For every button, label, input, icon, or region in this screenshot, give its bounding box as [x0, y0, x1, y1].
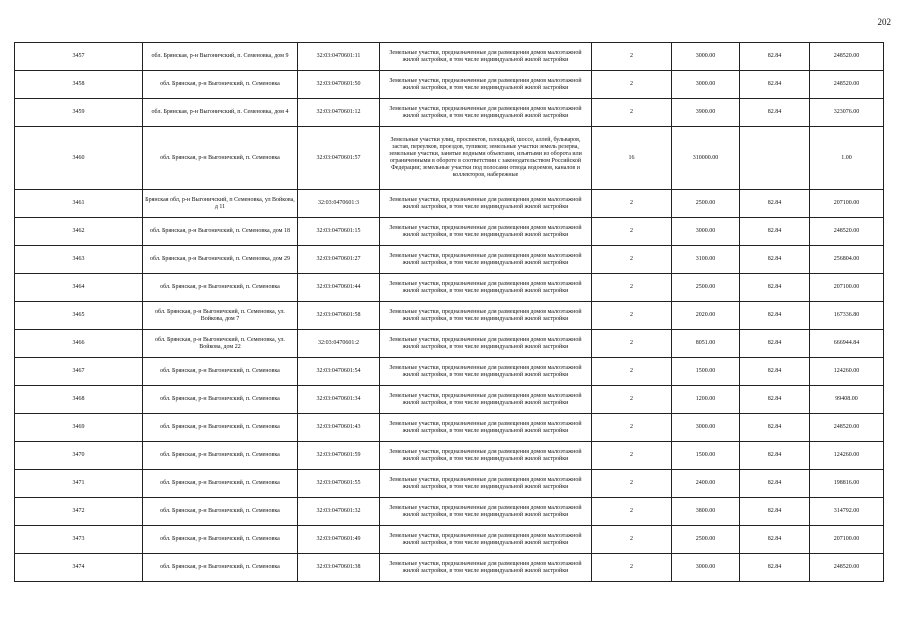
address-cell: Брянская обл, р-н Выгоничский, п Семеновка, ул Войкова, д 11 [143, 190, 298, 218]
rate-cell: 82.84 [740, 414, 810, 442]
cadastral-number-cell: 32:03:0470601:32 [298, 498, 380, 526]
area-cell: 2020.00 [672, 302, 740, 330]
land-purpose-cell: Земельные участки, предназначенные для размещения домов малоэтажной жилой застройки, в том числе индивидуальной жилой застройки [380, 526, 592, 554]
area-cell: 3800.00 [672, 498, 740, 526]
area-cell: 2400.00 [672, 470, 740, 498]
land-registry-table [14, 42, 884, 582]
table-row [15, 71, 884, 99]
address-cell: обл. Брянская, р-н Выгоничский, п. Семеновка [143, 470, 298, 498]
row-number-cell: 3463 [15, 246, 143, 274]
group-cell: 16 [592, 127, 672, 190]
cadastral-value-cell: 198816.00 [810, 470, 884, 498]
land-purpose-cell: Земельные участки, предназначенные для размещения домов малоэтажной жилой застройки, в том числе индивидуальной жилой застройки [380, 274, 592, 302]
rate-cell: 82.84 [740, 554, 810, 582]
row-number-cell: 3468 [15, 386, 143, 414]
row-number-cell: 3469 [15, 414, 143, 442]
area-cell: 1500.00 [672, 358, 740, 386]
row-number-cell: 3464 [15, 274, 143, 302]
table-row [15, 246, 884, 274]
group-cell: 2 [592, 414, 672, 442]
land-purpose-cell: Земельные участки, предназначенные для размещения домов малоэтажной жилой застройки, в том числе индивидуальной жилой застройки [380, 218, 592, 246]
area-cell: 3900.00 [672, 99, 740, 127]
cadastral-value-cell: 248520.00 [810, 554, 884, 582]
cadastral-value-cell: 666944.84 [810, 330, 884, 358]
group-cell: 2 [592, 246, 672, 274]
area-cell: 3000.00 [672, 554, 740, 582]
table-row [15, 302, 884, 330]
cadastral-number-cell: 32:03:0470601:34 [298, 386, 380, 414]
group-cell: 2 [592, 526, 672, 554]
cadastral-number-cell: 32:03:0470601:49 [298, 526, 380, 554]
table-row [15, 190, 884, 218]
area-cell: 2500.00 [672, 274, 740, 302]
table-row [15, 414, 884, 442]
land-purpose-cell: Земельные участки, предназначенные для размещения домов малоэтажной жилой застройки, в том числе индивидуальной жилой застройки [380, 498, 592, 526]
address-cell: обл. Брянская, р-н Выгоничский, п. Семеновка [143, 526, 298, 554]
table-row [15, 526, 884, 554]
land-purpose-cell: Земельные участки, предназначенные для размещения домов малоэтажной жилой застройки, в том числе индивидуальной жилой застройки [380, 554, 592, 582]
area-cell: 310000.00 [672, 127, 740, 190]
cadastral-number-cell: 32:03:0470601:58 [298, 302, 380, 330]
land-purpose-cell: Земельные участки улиц, проспектов, площадей, шоссе, аллей, бульваров, застав, переулков, проездов, тупиков; земельные участки земель резерва, земельные участки, занятые водными объектами, изъятыми из оборота или ограниченными в обороте в соответствии с законодательством Российской Федерации; земельные участки под полосами отвода водоемов, каналов и коллекторов, набережные [380, 127, 592, 190]
area-cell: 2500.00 [672, 190, 740, 218]
cadastral-value-cell: 207100.00 [810, 526, 884, 554]
cadastral-number-cell: 32:03:0470601:43 [298, 414, 380, 442]
land-purpose-cell: Земельные участки, предназначенные для размещения домов малоэтажной жилой застройки, в том числе индивидуальной жилой застройки [380, 190, 592, 218]
cadastral-number-cell: 32:03:0470601:15 [298, 218, 380, 246]
address-cell: обл. Брянская, р-н Выгоничский, п. Семеновка [143, 498, 298, 526]
rate-cell: 82.84 [740, 43, 810, 71]
row-number-cell: 3473 [15, 526, 143, 554]
land-purpose-cell: Земельные участки, предназначенные для размещения домов малоэтажной жилой застройки, в том числе индивидуальной жилой застройки [380, 246, 592, 274]
area-cell: 1200.00 [672, 386, 740, 414]
table-row [15, 127, 884, 190]
address-cell: обл. Брянская, р-н Выгоничский, п. Семеновка [143, 414, 298, 442]
table-row [15, 218, 884, 246]
cadastral-value-cell: 99408.00 [810, 386, 884, 414]
group-cell: 2 [592, 358, 672, 386]
table-row [15, 442, 884, 470]
address-cell: обл. Брянская, р-н Выгоничский, п. Семеновка, дом 29 [143, 246, 298, 274]
rate-cell [740, 127, 810, 190]
land-purpose-cell: Земельные участки, предназначенные для размещения домов малоэтажной жилой застройки, в том числе индивидуальной жилой застройки [380, 470, 592, 498]
address-cell: обл. Брянская, р-н Выгоничский, п. Семеновка [143, 71, 298, 99]
row-number-cell: 3458 [15, 71, 143, 99]
address-cell: обл. Брянская, р-н Выгоничский, п. Семеновка, ул. Войкова, дом 7 [143, 302, 298, 330]
cadastral-value-cell: 1.00 [810, 127, 884, 190]
row-number-cell: 3461 [15, 190, 143, 218]
address-cell: обл. Брянская, р-н Выгоничский, п. Семеновка, ул. Войкова, дом 22 [143, 330, 298, 358]
table-row [15, 43, 884, 71]
land-purpose-cell: Земельные участки, предназначенные для размещения домов малоэтажной жилой застройки, в том числе индивидуальной жилой застройки [380, 358, 592, 386]
row-number-cell: 3471 [15, 470, 143, 498]
area-cell: 8051.00 [672, 330, 740, 358]
area-cell: 3000.00 [672, 71, 740, 99]
rate-cell: 82.84 [740, 386, 810, 414]
address-cell: обл. Брянская, р-н Выгоничский, п. Семеновка [143, 274, 298, 302]
land-purpose-cell: Земельные участки, предназначенные для размещения домов малоэтажной жилой застройки, в том числе индивидуальной жилой застройки [380, 414, 592, 442]
cadastral-value-cell: 167336.80 [810, 302, 884, 330]
address-cell: обл. Брянская, р-н Выгоничский, п. Семеновка [143, 442, 298, 470]
group-cell: 2 [592, 470, 672, 498]
cadastral-value-cell: 314792.00 [810, 498, 884, 526]
land-purpose-cell: Земельные участки, предназначенные для размещения домов малоэтажной жилой застройки, в том числе индивидуальной жилой застройки [380, 302, 592, 330]
land-purpose-cell: Земельные участки, предназначенные для размещения домов малоэтажной жилой застройки, в том числе индивидуальной жилой застройки [380, 71, 592, 99]
row-number-cell: 3466 [15, 330, 143, 358]
cadastral-value-cell: 323076.00 [810, 99, 884, 127]
row-number-cell: 3474 [15, 554, 143, 582]
rate-cell: 82.84 [740, 99, 810, 127]
address-cell: обл. Брянская, р-н Выгоничский, п. Семеновка, дом 9 [143, 43, 298, 71]
group-cell: 2 [592, 71, 672, 99]
table-row [15, 386, 884, 414]
page-number: 202 [877, 17, 891, 27]
group-cell: 2 [592, 218, 672, 246]
group-cell: 2 [592, 386, 672, 414]
cadastral-number-cell: 32:03:0470601:3 [298, 190, 380, 218]
cadastral-value-cell: 124260.00 [810, 442, 884, 470]
cadastral-value-cell: 256804.00 [810, 246, 884, 274]
row-number-cell: 3465 [15, 302, 143, 330]
cadastral-number-cell: 32:03:0470601:44 [298, 274, 380, 302]
cadastral-number-cell: 32:03:0470601:57 [298, 127, 380, 190]
cadastral-number-cell: 32:03:0470601:11 [298, 43, 380, 71]
table-row [15, 554, 884, 582]
area-cell: 3000.00 [672, 43, 740, 71]
table-row [15, 330, 884, 358]
cadastral-number-cell: 32:03:0470601:38 [298, 554, 380, 582]
cadastral-value-cell: 207100.00 [810, 190, 884, 218]
rate-cell: 82.84 [740, 274, 810, 302]
group-cell: 2 [592, 302, 672, 330]
cadastral-number-cell: 32:03:0470601:50 [298, 71, 380, 99]
cadastral-value-cell: 207100.00 [810, 274, 884, 302]
cadastral-value-cell: 248520.00 [810, 218, 884, 246]
rate-cell: 82.84 [740, 358, 810, 386]
table-row [15, 274, 884, 302]
group-cell: 2 [592, 99, 672, 127]
row-number-cell: 3472 [15, 498, 143, 526]
group-cell: 2 [592, 554, 672, 582]
rate-cell: 82.84 [740, 71, 810, 99]
land-purpose-cell: Земельные участки, предназначенные для размещения домов малоэтажной жилой застройки, в том числе индивидуальной жилой застройки [380, 99, 592, 127]
land-purpose-cell: Земельные участки, предназначенные для размещения домов малоэтажной жилой застройки, в том числе индивидуальной жилой застройки [380, 386, 592, 414]
rate-cell: 82.84 [740, 218, 810, 246]
rate-cell: 82.84 [740, 442, 810, 470]
table-row [15, 498, 884, 526]
rate-cell: 82.84 [740, 302, 810, 330]
area-cell: 3000.00 [672, 414, 740, 442]
rate-cell: 82.84 [740, 330, 810, 358]
row-number-cell: 3459 [15, 99, 143, 127]
group-cell: 2 [592, 442, 672, 470]
land-purpose-cell: Земельные участки, предназначенные для размещения домов малоэтажной жилой застройки, в том числе индивидуальной жилой застройки [380, 330, 592, 358]
area-cell: 1500.00 [672, 442, 740, 470]
group-cell: 2 [592, 43, 672, 71]
row-number-cell: 3460 [15, 127, 143, 190]
address-cell: обл. Брянская, р-н Выгоничский, п. Семеновка [143, 554, 298, 582]
cadastral-number-cell: 32:03:0470601:27 [298, 246, 380, 274]
group-cell: 2 [592, 274, 672, 302]
table-row [15, 99, 884, 127]
table-row [15, 358, 884, 386]
row-number-cell: 3470 [15, 442, 143, 470]
area-cell: 3100.00 [672, 246, 740, 274]
group-cell: 2 [592, 190, 672, 218]
row-number-cell: 3457 [15, 43, 143, 71]
address-cell: обл. Брянская, р-н Выгоничский, п. Семеновка, дом 18 [143, 218, 298, 246]
cadastral-number-cell: 32:03:0470601:59 [298, 442, 380, 470]
area-cell: 2500.00 [672, 526, 740, 554]
rate-cell: 82.84 [740, 246, 810, 274]
cadastral-number-cell: 32:03:0470601:55 [298, 470, 380, 498]
registry-table-body [15, 43, 884, 582]
group-cell: 2 [592, 498, 672, 526]
address-cell: обл. Брянская, р-н Выгоничский, п. Семеновка, дом 4 [143, 99, 298, 127]
address-cell: обл. Брянская, р-н Выгоничский, п. Семеновка [143, 386, 298, 414]
cadastral-number-cell: 32:03:0470601:2 [298, 330, 380, 358]
rate-cell: 82.84 [740, 526, 810, 554]
area-cell: 3000.00 [672, 218, 740, 246]
cadastral-value-cell: 248520.00 [810, 43, 884, 71]
row-number-cell: 3467 [15, 358, 143, 386]
group-cell: 2 [592, 330, 672, 358]
cadastral-value-cell: 248520.00 [810, 71, 884, 99]
cadastral-number-cell: 32:03:0470601:54 [298, 358, 380, 386]
rate-cell: 82.84 [740, 498, 810, 526]
rate-cell: 82.84 [740, 470, 810, 498]
land-purpose-cell: Земельные участки, предназначенные для размещения домов малоэтажной жилой застройки, в том числе индивидуальной жилой застройки [380, 442, 592, 470]
table-row [15, 470, 884, 498]
address-cell: обл. Брянская, р-н Выгоничский, п. Семеновка [143, 358, 298, 386]
address-cell: обл. Брянская, р-н Выгоничский, п. Семеновка [143, 127, 298, 190]
land-purpose-cell: Земельные участки, предназначенные для размещения домов малоэтажной жилой застройки, в том числе индивидуальной жилой застройки [380, 43, 592, 71]
row-number-cell: 3462 [15, 218, 143, 246]
cadastral-value-cell: 124260.00 [810, 358, 884, 386]
rate-cell: 82.84 [740, 190, 810, 218]
cadastral-value-cell: 248520.00 [810, 414, 884, 442]
cadastral-number-cell: 32:03:0470601:12 [298, 99, 380, 127]
